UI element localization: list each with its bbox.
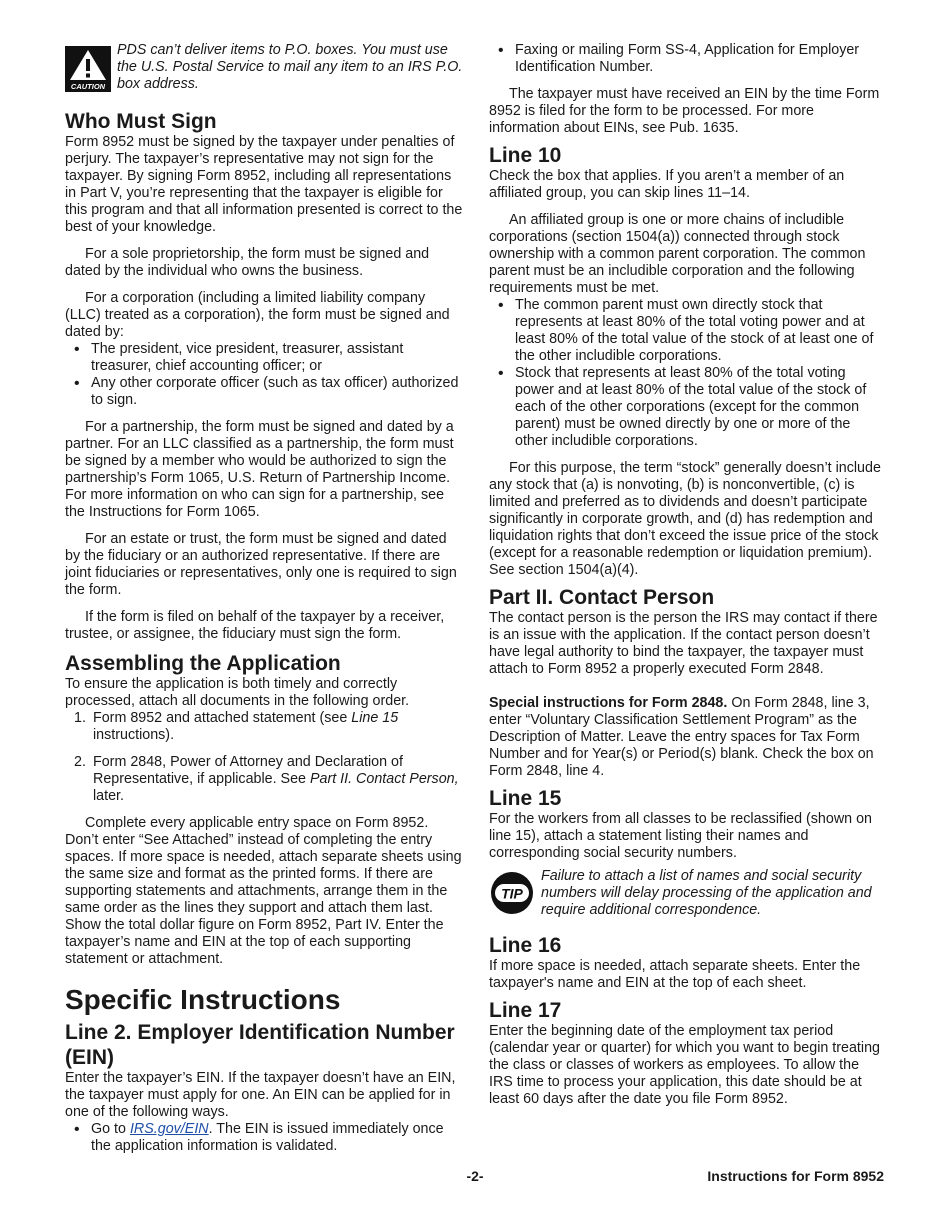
list-text: instructions). [93, 727, 175, 743]
who-must-sign-p1: Form 8952 must be signed by the taxpayer under penalties of perjury. The taxpayer’s representative may not sign for the taxpayer. By signing Form 8952, including all representations in Part V, you’re representing that the taxpayer is eligible for this program and that all information presented is correct to the best of your knowledge. [65, 134, 463, 235]
part2-special [489, 695, 885, 780]
list-item [65, 1121, 463, 1155]
left-column [65, 0, 463, 1155]
list-item: • Any other corporate officer (such as tax officer) authorized to sign. [65, 375, 463, 409]
who-must-sign-p6: If the form is filed on behalf of the taxpayer by a receiver, trustee, or assignee, the fiduciary must sign the form. [65, 609, 445, 642]
right-column [489, 0, 885, 1108]
line10-p3: For this purpose, the term “stock” generally doesn’t include any stock that (a) is nonvoting, (b) is nonconvertible, (c) is limited and preferred as to dividends and doesn’t participate significantly in corporate growth, and (d) has redemption and liquidation rights that don’t exceed the issue price of the stock (except for a reasonable redemption or liquidation premium). See section 1504(a)(4). [489, 460, 881, 578]
line16-heading: Line 16 [489, 934, 562, 957]
corporate-officer-list [65, 341, 463, 409]
list-italic: Line 15 [351, 710, 399, 726]
caution-icon [65, 46, 111, 92]
list-item [65, 754, 463, 805]
caution-note [65, 42, 463, 93]
line10-p1: Check the box that applies. If you aren’t a member of an affiliated group, you can skip lines 11–14. [489, 168, 845, 201]
assembling-p-after: Complete every applicable entry space on Form 8952. Don’t enter “See Attached” instead of completing the entry spaces. If more space is needed, attach separate sheets using the same size and format as the printed forms. If there are supporting statements and attachments, arrange them in the same order as the lines they support and attach them last. Show the total dollar figure on Form 8952, Part IV. Enter the taxpayer’s name and EIN at the top of each supporting statement or attachment. [65, 815, 462, 967]
tip-note [489, 868, 885, 919]
line15-p1: For the workers from all classes to be reclassified (shown on line 15), attach a statement listing their names and corresponding social security numbers. [489, 811, 872, 861]
line2-p2: The taxpayer must have received an EIN by the time Form 8952 is filed for the form to be processed. For more information about EINs, see Pub. 1635. [489, 86, 880, 136]
assembling-heading: Assembling the Application [65, 652, 341, 675]
list-text: . The EIN is issued immediately once the application information is validated. [91, 1121, 444, 1154]
list-item: • Faxing or mailing Form SS-4, Application for Employer Identification Number. [489, 42, 885, 76]
assembling-intro: To ensure the application is both timely and correctly processed, attach all documents in the following order. [65, 676, 410, 709]
who-must-sign-p5: For an estate or trust, the form must be signed and dated by the fiduciary or an authorized representative. If there are joint fiduciaries or representatives, only one is required to sign the form. [65, 531, 457, 598]
list-item: • The common parent must own directly stock that represents at least 80% of the total voting power and at least 80% of the total value of the stock of at least one of the other includible corporations. [489, 297, 885, 365]
line2-p: Enter the taxpayer’s EIN. If the taxpayer doesn’t have an EIN, the taxpayer must apply for one. An EIN can be applied for in one of the following ways. [65, 1070, 456, 1120]
who-must-sign-p2: For a sole proprietorship, the form must be signed and dated by the individual who owns the business. [65, 246, 430, 279]
list-number: 2. [74, 754, 86, 770]
list-item: • Stock that represents at least 80% of the total voting power and at least 80% of the total value of the stock of each of the other corporations (except for the common parent) must be owned directly by one or more of the other includible corporations. [489, 365, 885, 450]
part2-p1: The contact person is the person the IRS may contact if there is an issue with the application. If the contact person doesn’t have legal authority to bind the taxpayer, the taxpayer must attach to Form 8952 a properly executed Form 2848. [489, 610, 878, 677]
list-italic: Part II. Contact Person, [309, 771, 459, 787]
list-item: • The president, vice president, treasurer, assistant treasurer, chief accounting officer; or [65, 341, 463, 375]
who-must-sign-p4: For a partnership, the form must be signed and dated by a partner. For an LLC classified as a partnership, the form must be signed by a member who would be authorized to sign the partnership’s Form 1065, U.S. Return of Partnership Income. For more information on who can sign for a partnership, see the Instructions for Form 1065. [65, 419, 454, 520]
tip-icon [489, 870, 535, 916]
document-title: Instructions for Form 8952 [707, 1168, 884, 1184]
list-number: 1. [74, 710, 86, 726]
who-must-sign-p3: For a corporation (including a limited liability company (LLC) treated as a corporation), the form must be signed and dated by: [65, 290, 450, 340]
ein-methods-list-cont [489, 42, 885, 76]
irs-ein-link[interactable]: IRS.gov/EIN [129, 1121, 209, 1137]
affiliated-group-list [489, 297, 885, 450]
list-text: Go to [91, 1121, 130, 1137]
line15-heading: Line 15 [489, 787, 562, 810]
line17-heading: Line 17 [489, 999, 562, 1022]
page-number: -2- [466, 1168, 484, 1184]
caution-text: PDS can’t deliver items to P.O. boxes. You must use the U.S. Postal Service to mail any item to an IRS P.O. box address. [117, 42, 463, 92]
part2-heading: Part II. Contact Person [489, 586, 715, 609]
tip-icon-label: TIP [501, 885, 523, 902]
line10-p2: An affiliated group is one or more chains of includible corporations (section 1504(a)) connected through stock ownership with a common parent corporation. The common parent must be an includible corporation and the following requirements must be met. [489, 212, 866, 296]
list-item [65, 710, 463, 744]
list-text: later. [93, 788, 124, 804]
assembling-list [65, 710, 463, 805]
list-text: Form 2848, Power of Attorney and Declaration of Representative, if applicable. See [93, 754, 403, 787]
special-instructions-text: On Form 2848, line 3, enter “Voluntary Classification Settlement Program” as the Description of Matter. Leave the entry spaces for Tax Form Number and for Year(s) or Period(s) blank. Check the box on Form 2848, line 4. [489, 695, 874, 779]
ein-methods-list [65, 1121, 463, 1155]
line17-p1: Enter the beginning date of the employment tax period (calendar year or quarter) for which you want to begin treating the class or classes of workers as employees. To allow the IRS time to process your application, this date should be at least 60 days after the date you file Form 8952. [489, 1023, 880, 1107]
specific-instructions-heading: Specific Instructions [65, 984, 341, 1015]
line2-heading: Line 2. Employer Identification Number (EIN) [65, 1021, 455, 1069]
special-instructions-label: Special instructions for Form 2848. [489, 695, 728, 711]
list-text: Form 8952 and attached statement (see [93, 710, 352, 726]
line10-heading: Line 10 [489, 144, 562, 167]
who-must-sign-heading: Who Must Sign [65, 110, 217, 133]
caution-icon-label: CAUTION [70, 82, 106, 91]
tip-text: Failure to attach a list of names and social security numbers will delay processing of the application and require additional correspondence. [541, 868, 872, 918]
line16-p1: If more space is needed, attach separate sheets. Enter the taxpayer's name and EIN at the top of each sheet. [489, 958, 861, 991]
